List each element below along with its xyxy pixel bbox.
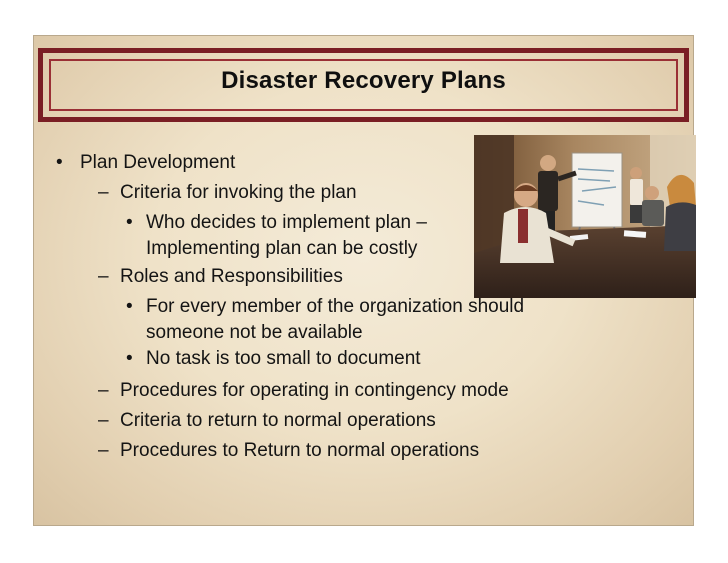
slide-title: Disaster Recovery Plans bbox=[221, 67, 506, 94]
bullet-text: No task is too small to document bbox=[146, 348, 421, 369]
dash-marker: – bbox=[98, 410, 109, 431]
dash-marker: – bbox=[98, 440, 109, 461]
bullet-marker: • bbox=[126, 348, 133, 369]
dash-marker: – bbox=[98, 380, 109, 401]
bullet-text: Procedures to Return to normal operations bbox=[120, 440, 480, 461]
subsubbullet-no-task bbox=[54, 346, 614, 372]
subbullet-criteria-return bbox=[54, 406, 614, 436]
subbullet-procedures-return bbox=[54, 436, 614, 466]
title-frame bbox=[38, 48, 689, 122]
subsubbullet-who-decides bbox=[54, 210, 614, 262]
bullet-text: Plan Development bbox=[80, 152, 236, 173]
bullet-list bbox=[54, 148, 614, 466]
bullet-marker: • bbox=[126, 212, 133, 233]
subbullet-procedures-contingency bbox=[54, 376, 614, 406]
dash-marker: – bbox=[98, 182, 109, 203]
bullet-plan-development bbox=[54, 148, 614, 178]
bullet-marker: • bbox=[126, 296, 133, 317]
bullet-text-line: Who decides to implement plan – bbox=[146, 212, 427, 233]
subbullet-criteria-invoking bbox=[54, 178, 614, 208]
bullet-text: Procedures for operating in contingency mode bbox=[120, 380, 509, 401]
bullet-text-line: For every member of the organization should bbox=[146, 296, 525, 317]
subsubbullet-every-member bbox=[54, 294, 614, 346]
bullet-text-line: someone not be available bbox=[146, 322, 363, 343]
bullet-text: Criteria to return to normal operations bbox=[120, 410, 436, 431]
dash-marker: – bbox=[98, 266, 109, 287]
bullet-text-line: Implementing plan can be costly bbox=[146, 238, 418, 259]
subbullet-roles bbox=[54, 262, 614, 292]
bullet-marker: • bbox=[56, 152, 63, 173]
bullet-text: Criteria for invoking the plan bbox=[120, 182, 357, 203]
slide bbox=[33, 35, 694, 526]
bullet-text: Roles and Responsibilities bbox=[120, 266, 343, 287]
